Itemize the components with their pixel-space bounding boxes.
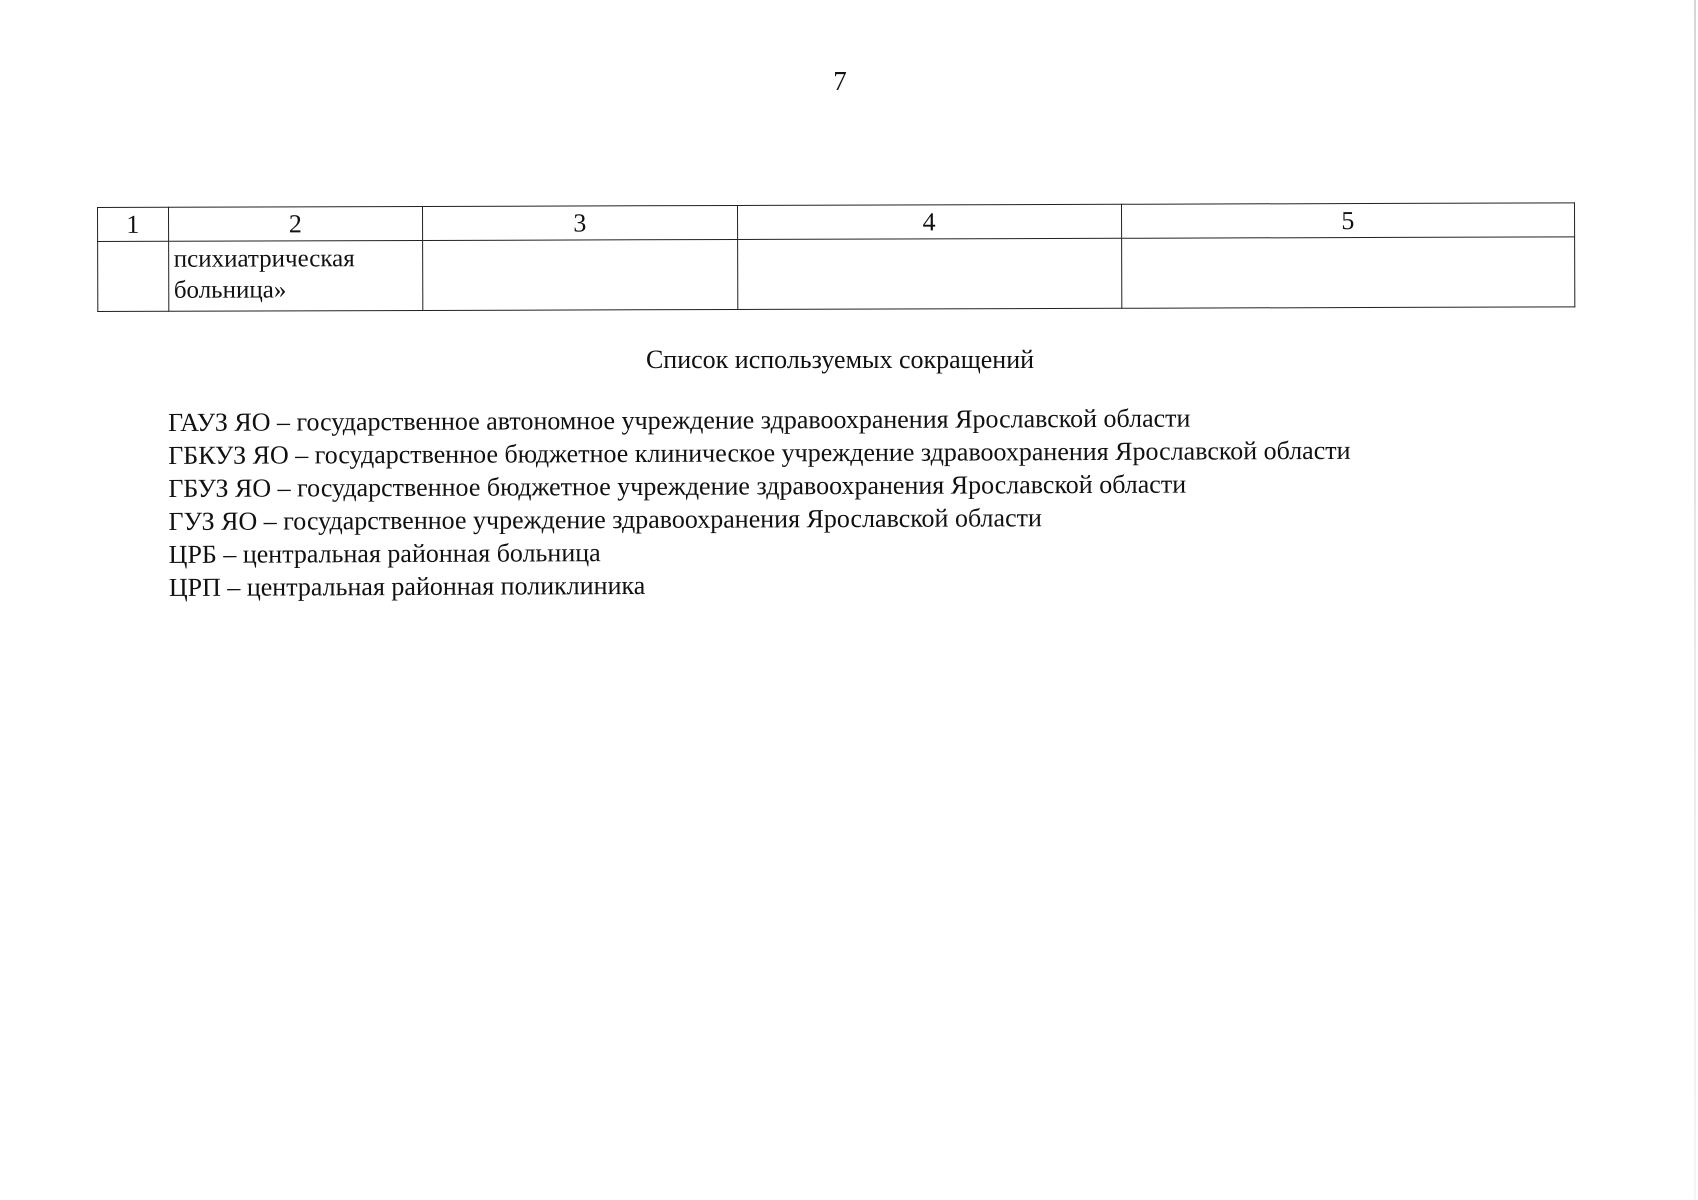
- scan-edge-shadow: [1694, 0, 1696, 1200]
- list-item: ЦРП – центральная районная поликлиника: [168, 570, 646, 602]
- abbreviations-title: Список используемых сокращений: [645, 345, 1035, 374]
- table-cell-col4: [737, 238, 1121, 309]
- table-header-cell-1: 1: [98, 207, 169, 241]
- continuation-table: [97, 202, 1575, 312]
- table-row: [98, 237, 1575, 312]
- table-cell-col1: [98, 241, 169, 311]
- table-cell-col2: психиатрическая больница»: [173, 245, 355, 304]
- table-header-row: [98, 203, 1575, 242]
- table-cell-col5: [1121, 237, 1575, 308]
- table-cell-col3: [423, 239, 738, 310]
- list-item: ГБКУЗ ЯО – государственное бюджетное клиническое учреждение здравоохранения Ярославской области: [168, 435, 1351, 470]
- page-number: 7: [833, 66, 847, 96]
- list-item: ГАУЗ ЯО – государственное автономное учреждение здравоохранения Ярославской области: [168, 403, 1191, 437]
- list-item: ЦРБ – центральная районная больница: [168, 538, 601, 569]
- table-header-cell-2: 2: [168, 206, 423, 241]
- list-item: ГУЗ ЯО – государственное учреждение здравоохранения Ярославской области: [168, 503, 1042, 536]
- table-header-cell-4: 4: [737, 204, 1121, 239]
- table-header-cell-3: 3: [423, 205, 738, 240]
- table-cell-col2-wrap: [168, 240, 423, 311]
- list-item: ГБУЗ ЯО – государственное бюджетное учреждение здравоохранения Ярославской области: [168, 469, 1187, 503]
- table-header-cell-5: 5: [1121, 203, 1575, 238]
- abbreviations-list: [168, 401, 1351, 604]
